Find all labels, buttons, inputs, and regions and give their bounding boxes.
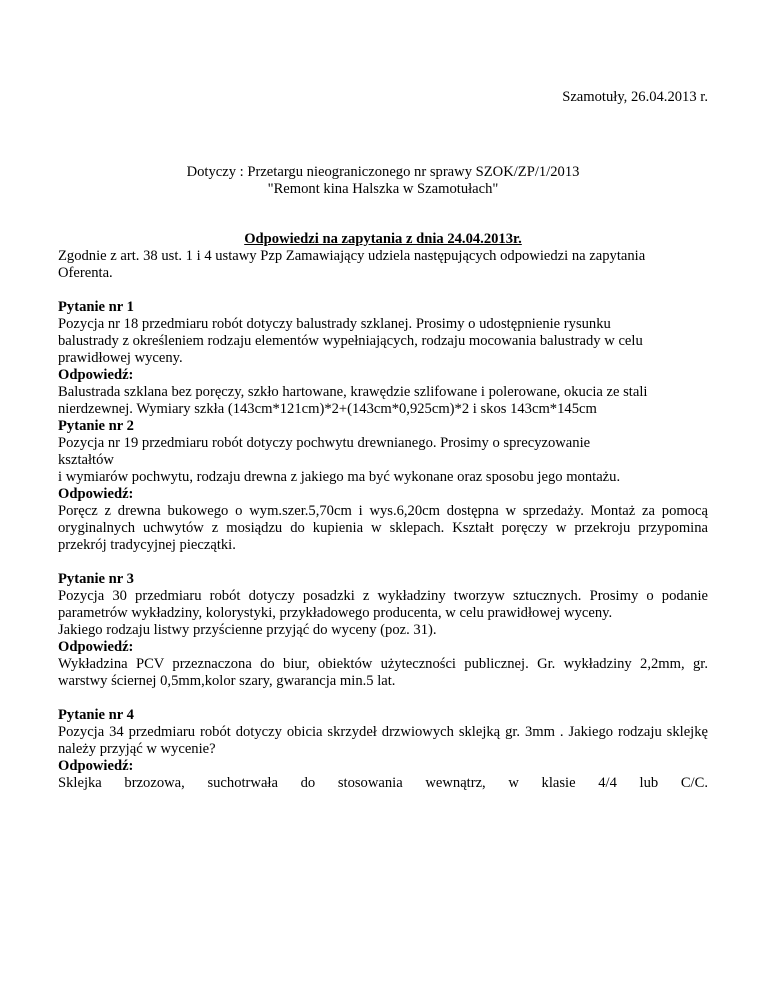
answer-1-line: Balustrada szklana bez poręczy, szkło hartowane, krawędzie szlifowane i polerowane, okucia ze stali [58,384,648,400]
subject-block [58,164,708,198]
question-1-title: Pytanie nr 1 [58,299,134,315]
question-3-title: Pytanie nr 3 [58,571,134,587]
subject-line-2: "Remont kina Halszka w Szamotułach" [267,181,499,197]
question-4-text: Pozycja 34 przedmiaru robót dotyczy obicia skrzydeł drzwiowych sklejką gr. 3mm . Jakiego rodzaju sklejkę należy przyjąć w wycenie? [58,724,708,757]
answer-2-label: Odpowiedź: [58,486,134,502]
question-2-line: i wymiarów pochwytu, rodzaju drewna z jakiego ma być wykonane oraz sposobu jego montażu. [58,469,621,485]
question-3-text-2: Jakiego rodzaju listwy przyścienne przyjąć do wyceny (poz. 31). [58,622,437,638]
answer-2-text: Poręcz z drewna bukowego o wym.szer.5,70cm i wys.6,20cm dostępna w sprzedaży. Montaż za pomocą oryginalnych uchwytów z mosiądzu do kupienia w sklepach. Kształt poręczy w przekroju przypomina przekrój tradycyjnej pieczątki. [58,503,708,553]
place-date: Szamotuły, 26.04.2013 r. [562,89,708,105]
intro-line-2: Oferenta. [58,265,113,281]
intro-line-1: Zgodnie z art. 38 ust. 1 i 4 ustawy Pzp Zamawiający udziela następujących odpowiedzi na zapytania [58,248,646,264]
question-1-line: prawidłowej wyceny. [58,350,183,366]
question-1-line: balustrady z określeniem rodzaju elementów wypełniających, rodzaju mocowania balustrady w celu [58,333,643,349]
answer-1-label: Odpowiedź: [58,367,134,383]
question-2-title: Pytanie nr 2 [58,418,134,434]
subject-line-1: Dotyczy : Przetargu nieograniczonego nr sprawy SZOK/ZP/1/2013 [186,164,580,180]
question-4-title: Pytanie nr 4 [58,707,134,723]
answers-heading: Odpowiedzi na zapytania z dnia 24.04.2013r. [244,231,522,247]
question-2-line: Pozycja nr 19 przedmiaru robót dotyczy pochwytu drewnianego. Prosimy o sprecyzowanie [58,435,591,451]
answer-3-label: Odpowiedź: [58,639,134,655]
question-3-text: Pozycja 30 przedmiaru robót dotyczy posadzki z wykładziny tworzyw sztucznych. Prosimy o podanie parametrów wykładziny, kolorystyki, przykładowego producenta, w celu prawidłowej wyceny. [58,588,708,621]
document-body [58,231,708,792]
answer-3-text: Wykładzina PCV przeznaczona do biur, obiektów użyteczności publicznej. Gr. wykładziny 2,2mm, gr. warstwy ściernej 0,5mm,kolor szary, gwarancja min.5 lat. [58,656,708,689]
answer-4-label: Odpowiedź: [58,758,134,774]
question-1-line: Pozycja nr 18 przedmiaru robót dotyczy balustrady szklanej. Prosimy o udostępnienie rysunku [58,316,611,332]
answer-4-text: Sklejka brzozowa, suchotrwała do stosowania wewnątrz, w klasie 4/4 lub C/C. [58,775,708,791]
answer-1-line: nierdzewnej. Wymiary szkła (143cm*121cm)*2+(143cm*0,925cm)*2 i skos 143cm*145cm [58,401,597,417]
question-2-line: kształtów [58,452,114,468]
